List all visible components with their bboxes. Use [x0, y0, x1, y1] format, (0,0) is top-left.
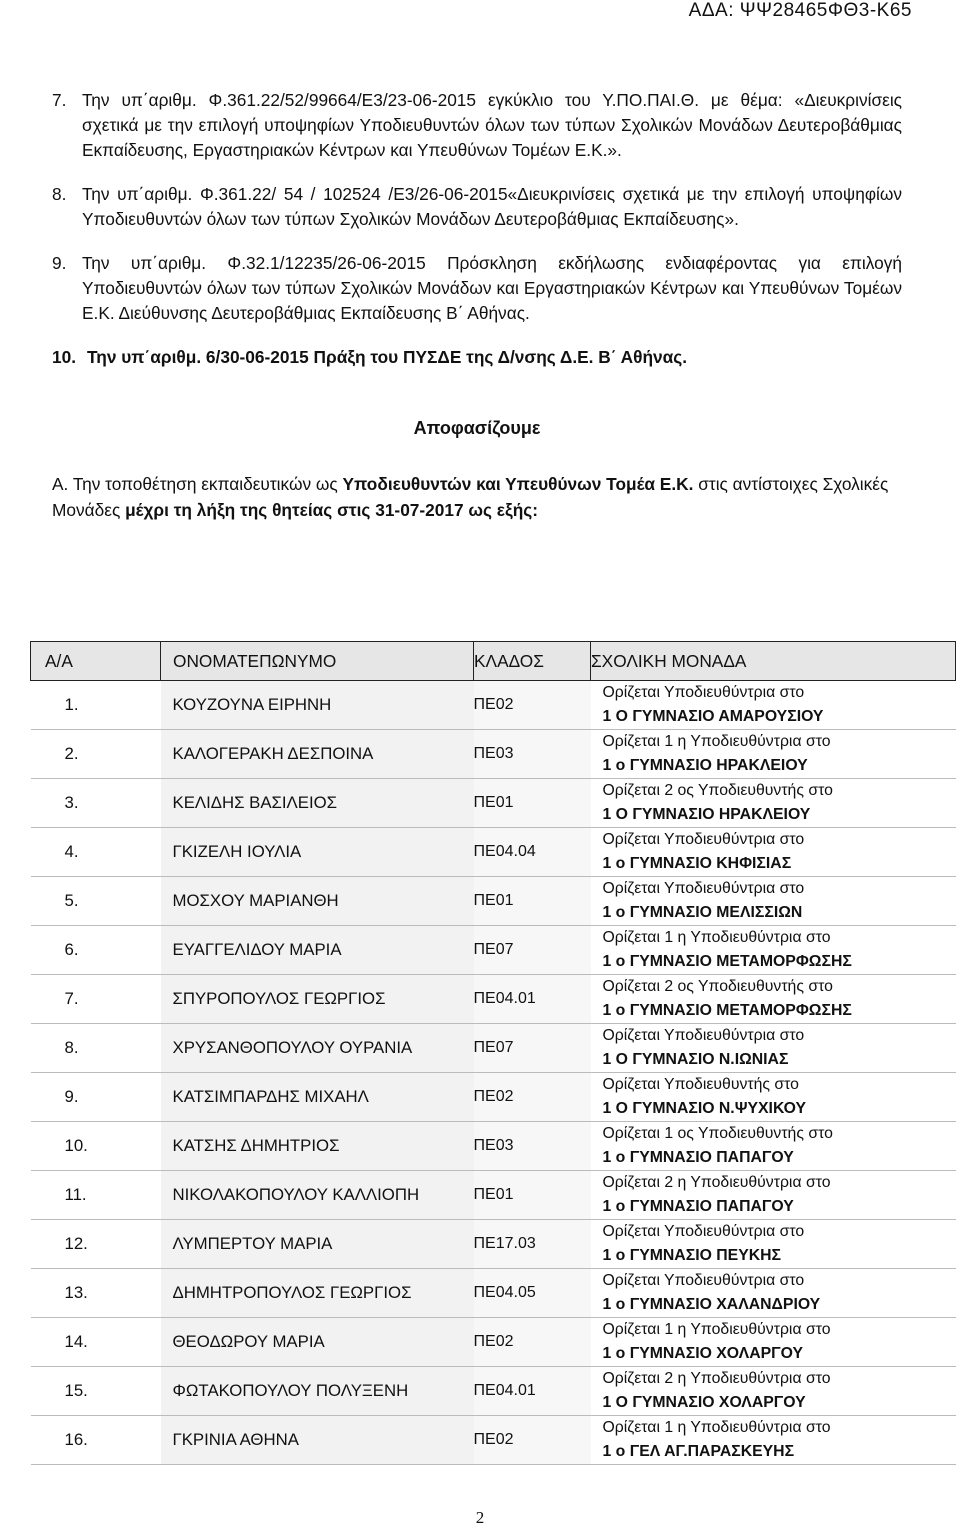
- header-specialty: ΚΛΑΔΟΣ: [474, 642, 591, 681]
- school-assignment: [591, 1416, 956, 1465]
- table-row: [31, 1367, 956, 1416]
- school-assignment: [591, 730, 956, 779]
- teacher-name: ΕΥΑΓΓΕΛΙΔΟΥ ΜΑΡΙΑ: [161, 926, 474, 975]
- school-assignment: [591, 877, 956, 926]
- teacher-name: ΔΗΜΗΤΡΟΠΟΥΛΟΣ ΓΕΩΡΓΙΟΣ: [161, 1269, 474, 1318]
- row-number: 14.: [31, 1318, 161, 1367]
- school-assignment: [591, 828, 956, 877]
- teacher-specialty: ΠΕ03: [474, 730, 591, 779]
- teacher-specialty: ΠΕ07: [474, 1024, 591, 1073]
- school-name: 1 ο ΓΥΜΝΑΣΙΟ ΚΗΦΙΣΙΑΣ: [602, 855, 792, 872]
- decision-term: μέχρι τη λήξη της θητείας στις 31-07-2017 ως εξής:: [125, 500, 538, 520]
- role-text: Ορίζεται Υποδιευθύντρια στο: [602, 880, 805, 897]
- row-number: 7.: [31, 975, 161, 1024]
- school-name: 1 ο ΓΕΛ ΑΓ.ΠΑΡΑΣΚΕΥΗΣ: [602, 1443, 795, 1460]
- role-text: Ορίζεται 1 η Υποδιευθύντρια στο: [602, 1321, 831, 1338]
- school-name: 1 Ο ΓΥΜΝΑΣΙΟ ΧΟΛΑΡΓΟΥ: [602, 1394, 806, 1411]
- row-number: 16.: [31, 1416, 161, 1465]
- list-item: [52, 182, 902, 232]
- teacher-name: ΚΑΤΣΗΣ ΔΗΜΗΤΡΙΟΣ: [161, 1122, 474, 1171]
- school-name: 1 Ο ΓΥΜΝΑΣΙΟ ΗΡΑΚΛΕΙΟΥ: [602, 806, 811, 823]
- school-assignment: [591, 1122, 956, 1171]
- role-text: Ορίζεται 2 η Υποδιευθύντρια στο: [602, 1370, 831, 1387]
- school-assignment: [591, 1269, 956, 1318]
- school-name: 1 ο ΓΥΜΝΑΣΙΟ ΜΕΤΑΜΟΡΦΩΣΗΣ: [602, 953, 852, 970]
- row-number: 8.: [31, 1024, 161, 1073]
- role-text: Ορίζεται Υποδιευθύντρια στο: [602, 684, 805, 701]
- row-number: 12.: [31, 1220, 161, 1269]
- decision-prefix: Α. Την τοποθέτηση εκπαιδευτικών ως: [52, 474, 338, 494]
- teacher-name: ΣΠΥΡΟΠΟΥΛΟΣ ΓΕΩΡΓΙΟΣ: [161, 975, 474, 1024]
- list-item: [52, 345, 902, 370]
- teacher-name: ΓΚΡΙΝΙΑ ΑΘΗΝΑ: [161, 1416, 474, 1465]
- teacher-name: ΝΙΚΟΛΑΚΟΠΟΥΛΟΥ ΚΑΛΛΙΟΠΗ: [161, 1171, 474, 1220]
- item-text: Την υπ΄αριθμ. Φ.361.22/ 54 / 102524 /Ε3/26-06-2015«Διευκρινίσεις σχετικά με την επιλογή υποψηφίων Υποδιευθυντών όλων των τύπων Σχολικών Μονάδων Δευτεροβάθμιας Εκπαίδευσης».: [82, 184, 902, 229]
- item-text: Την υπ΄αριθμ. 6/30-06-2015 Πράξη του ΠΥΣΔΕ της Δ/νσης Δ.Ε. Β΄ Αθήνας.: [87, 347, 688, 367]
- school-assignment: [591, 926, 956, 975]
- role-text: Ορίζεται 2 ος Υποδιευθυντής στο: [602, 782, 833, 799]
- school-assignment: [591, 1220, 956, 1269]
- table-row: [31, 1171, 956, 1220]
- header-school: ΣΧΟΛΙΚΗ ΜΟΝΑΔΑ: [591, 642, 956, 681]
- row-number: 11.: [31, 1171, 161, 1220]
- row-number: 1.: [31, 681, 161, 730]
- row-number: 13.: [31, 1269, 161, 1318]
- row-number: 2.: [31, 730, 161, 779]
- placements-table: [30, 641, 956, 1465]
- school-assignment: [591, 1318, 956, 1367]
- teacher-specialty: ΠΕ02: [474, 1318, 591, 1367]
- row-number: 9.: [31, 1073, 161, 1122]
- role-text: Ορίζεται 1 η Υποδιευθύντρια στο: [602, 1419, 831, 1436]
- school-name: 1 ο ΓΥΜΝΑΣΙΟ ΠΑΠΑΓΟΥ: [602, 1149, 794, 1166]
- header-aa: Α/Α: [31, 642, 161, 681]
- document-code: ΑΔΑ: ΨΨ28465ΦΘ3-Κ65: [688, 0, 912, 21]
- row-number: 15.: [31, 1367, 161, 1416]
- school-assignment: [591, 975, 956, 1024]
- school-name: 1 Ο ΓΥΜΝΑΣΙΟ Ν.ΨΥΧΙΚΟΥ: [602, 1100, 807, 1117]
- teacher-name: ΘΕΟΔΩΡΟΥ ΜΑΡΙΑ: [161, 1318, 474, 1367]
- school-name: 1 ο ΓΥΜΝΑΣΙΟ ΗΡΑΚΛΕΙΟΥ: [602, 757, 808, 774]
- teacher-specialty: ΠΕ02: [474, 681, 591, 730]
- teacher-name: ΚΟΥΖΟΥΝΑ ΕΙΡΗΝΗ: [161, 681, 474, 730]
- teacher-name: ΚΑΤΣΙΜΠΑΡΔΗΣ ΜΙΧΑΗΛ: [161, 1073, 474, 1122]
- item-number: 10.: [52, 347, 77, 367]
- table-row: [31, 975, 956, 1024]
- table-row: [31, 1073, 956, 1122]
- item-number: 7.: [52, 90, 67, 110]
- teacher-specialty: ΠΕ17.03: [474, 1220, 591, 1269]
- teacher-name: ΧΡΥΣΑΝΘΟΠΟΥΛΟΥ ΟΥΡΑΝΙΑ: [161, 1024, 474, 1073]
- teacher-specialty: ΠΕ02: [474, 1416, 591, 1465]
- table-row: [31, 779, 956, 828]
- teacher-name: ΚΕΛΙΔΗΣ ΒΑΣΙΛΕΙΟΣ: [161, 779, 474, 828]
- item-text: Την υπ΄αριθμ. Φ.361.22/52/99664/Ε3/23-06-2015 εγκύκλιο του Υ.ΠΟ.ΠΑΙ.Θ. με θέμα: «Διευκρινίσεις σχετικά με την επιλογή υποψηφίων Υποδιευθυντών όλων των τύπων Σχολικών Μονάδων Δευτεροβάθμιας Εκπαίδευσης, Εργαστηριακών Κέντρων και Υπευθύνων Τομέων Ε.Κ.».: [82, 90, 902, 160]
- role-text: Ορίζεται 1 η Υποδιευθύντρια στο: [602, 733, 831, 750]
- teacher-name: ΦΩΤΑΚΟΠΟΥΛΟΥ ΠΟΛΥΞΕΝΗ: [161, 1367, 474, 1416]
- list-item: [52, 251, 902, 326]
- teacher-name: ΛΥΜΠΕΡΤΟΥ ΜΑΡΙΑ: [161, 1220, 474, 1269]
- row-number: 5.: [31, 877, 161, 926]
- school-assignment: [591, 1367, 956, 1416]
- role-text: Ορίζεται 2 ος Υποδιευθυντής στο: [602, 978, 833, 995]
- table-row: [31, 681, 956, 730]
- school-assignment: [591, 1171, 956, 1220]
- school-name: 1 Ο ΓΥΜΝΑΣΙΟ ΑΜΑΡΟΥΣΙΟΥ: [602, 708, 824, 725]
- item-number: 8.: [52, 184, 67, 204]
- teacher-specialty: ΠΕ07: [474, 926, 591, 975]
- row-number: 4.: [31, 828, 161, 877]
- teacher-specialty: ΠΕ04.04: [474, 828, 591, 877]
- item-text: Την υπ΄αριθμ. Φ.32.1/12235/26-06-2015 Πρόσκληση εκδήλωσης ενδιαφέροντας για επιλογή Υποδιευθυντών όλων των τύπων Σχολικών Μονάδων και Εργαστηριακών Κέντρων και Υπευθύνων Τομέων Ε.Κ. Διεύθυνσης Δευτεροβάθμιας Εκπαίδευσης Β΄ Αθήνας.: [82, 253, 902, 323]
- school-name: 1 ο ΓΥΜΝΑΣΙΟ ΠΑΠΑΓΟΥ: [602, 1198, 794, 1215]
- teacher-specialty: ΠΕ01: [474, 779, 591, 828]
- school-assignment: [591, 1024, 956, 1073]
- teacher-name: ΜΟΣΧΟΥ ΜΑΡΙΑΝΘΗ: [161, 877, 474, 926]
- table-row: [31, 828, 956, 877]
- row-number: 10.: [31, 1122, 161, 1171]
- school-name: 1 ο ΓΥΜΝΑΣΙΟ ΧΑΛΑΝΔΡΙΟΥ: [602, 1296, 821, 1313]
- table-row: [31, 1318, 956, 1367]
- list-item: [52, 88, 902, 163]
- school-name: 1 Ο ΓΥΜΝΑΣΙΟ Ν.ΙΩΝΙΑΣ: [602, 1051, 789, 1068]
- row-number: 6.: [31, 926, 161, 975]
- school-name: 1 ο ΓΥΜΝΑΣΙΟ ΜΕΛΙΣΣΙΩΝ: [602, 904, 803, 921]
- decision-paragraph: [52, 471, 902, 523]
- teacher-specialty: ΠΕ03: [474, 1122, 591, 1171]
- school-name: 1 ο ΓΥΜΝΑΣΙΟ ΠΕΥΚΗΣ: [602, 1247, 782, 1264]
- role-text: Ορίζεται Υποδιευθύντρια στο: [602, 1027, 805, 1044]
- teacher-name: ΚΑΛΟΓΕΡΑΚΗ ΔΕΣΠΟΙΝΑ: [161, 730, 474, 779]
- page-number: 2: [475, 1508, 485, 1527]
- decision-heading: Αποφασίζουμε: [413, 418, 541, 438]
- table-row: [31, 926, 956, 975]
- school-assignment: [591, 1073, 956, 1122]
- teacher-name: ΓΚΙΖΕΛΗ ΙΟΥΛΙΑ: [161, 828, 474, 877]
- teacher-specialty: ΠΕ04.05: [474, 1269, 591, 1318]
- school-name: 1 ο ΓΥΜΝΑΣΙΟ ΧΟΛΑΡΓΟΥ: [602, 1345, 804, 1362]
- decision-roles: Υποδιευθυντών και Υπευθύνων Τομέα Ε.Κ.: [342, 474, 694, 494]
- teacher-specialty: ΠΕ02: [474, 1073, 591, 1122]
- table-row: [31, 1024, 956, 1073]
- role-text: Ορίζεται Υποδιευθύντρια στο: [602, 831, 805, 848]
- role-text: Ορίζεται Υποδιευθύντρια στο: [602, 1223, 805, 1240]
- teacher-specialty: ΠΕ01: [474, 877, 591, 926]
- role-text: Ορίζεται 2 η Υποδιευθύντρια στο: [602, 1174, 831, 1191]
- table-row: [31, 1220, 956, 1269]
- table-row: [31, 730, 956, 779]
- role-text: Ορίζεται 1 ος Υποδιευθυντής στο: [602, 1125, 833, 1142]
- school-name: 1 ο ΓΥΜΝΑΣΙΟ ΜΕΤΑΜΟΡΦΩΣΗΣ: [602, 1002, 852, 1019]
- table-row: [31, 1416, 956, 1465]
- teacher-specialty: ΠΕ04.01: [474, 1367, 591, 1416]
- item-number: 9.: [52, 253, 67, 273]
- school-assignment: [591, 779, 956, 828]
- teacher-specialty: ΠΕ04.01: [474, 975, 591, 1024]
- decision-middle: στις αντίστοιχες Σχολικές Μονάδες: [52, 474, 889, 520]
- role-text: Ορίζεται 1 η Υποδιευθύντρια στο: [602, 929, 831, 946]
- table-row: [31, 1122, 956, 1171]
- table-row: [31, 1269, 956, 1318]
- row-number: 3.: [31, 779, 161, 828]
- role-text: Ορίζεται Υποδιευθύντρια στο: [602, 1272, 805, 1289]
- role-text: Ορίζεται Υποδιευθυντής στο: [602, 1076, 799, 1093]
- school-assignment: [591, 681, 956, 730]
- table-row: [31, 877, 956, 926]
- header-name: ΟΝΟΜΑΤΕΠΩΝΥΜΟ: [161, 642, 474, 681]
- table-header-row: [31, 642, 956, 681]
- teacher-specialty: ΠΕ01: [474, 1171, 591, 1220]
- document-body: [52, 88, 902, 523]
